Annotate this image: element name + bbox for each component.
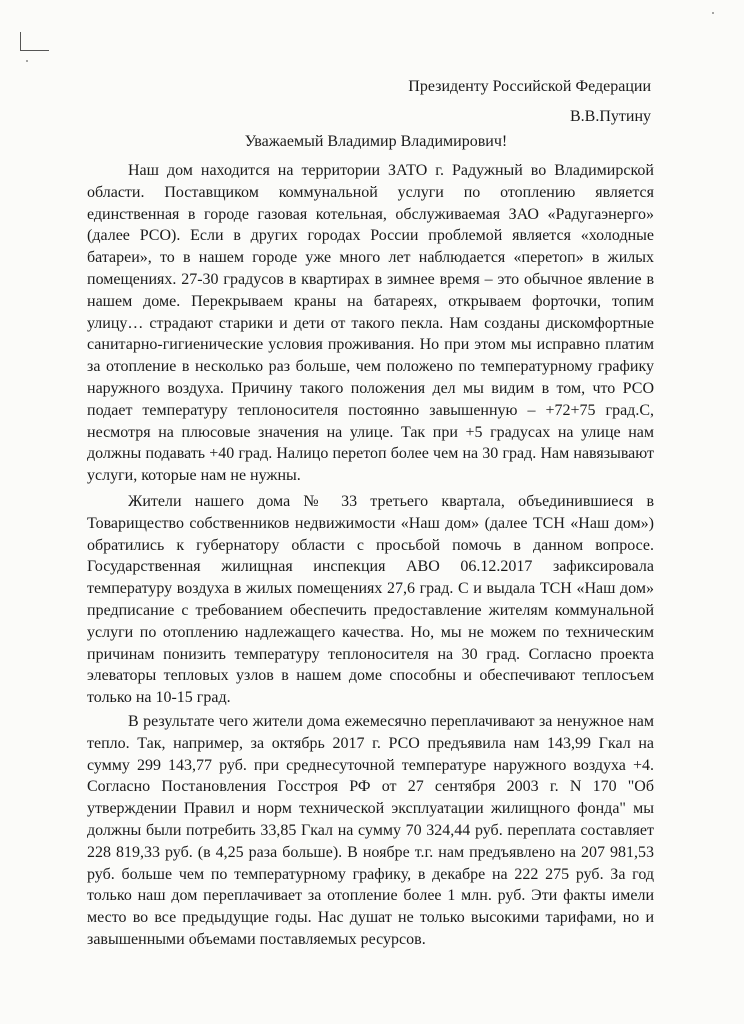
recipient-name: В.В.Путину: [569, 108, 651, 125]
scan-speck: [712, 12, 714, 14]
recipient-title: Президенту Российской Федерации: [408, 78, 651, 95]
scan-corner-mark: [20, 32, 49, 51]
letter-paragraph-1: [87, 160, 654, 487]
letter-paragraph-2: [87, 491, 654, 709]
addressee-block: [408, 72, 651, 132]
paragraph-text: Жители нашего дома № 33 третьего квартала, объединившиеся в Товарищество собственников недвижимости «Наш дом» (далее ТСН «Наш дом») обратились к губернатору области с просьбой помочь в данном вопросе. Государственная жилищная инспекция АВО 06.12.2017 зафиксировала температуру воздуха в жилых помещениях 27,6 град. С и выдала ТСН «Наш дом» предписание с требованием обеспечить предоставление жителям коммунальной услуги по отоплению надлежащего качества. Но, мы не можем по техническим причинам понизить температуру теплоносителя на 30 град. Согласно проекта элеваторы тепловых узлов в нашем доме способны и обеспечивают теплосъем только на 10-15 град.: [87, 493, 654, 707]
letter-paragraph-3: [87, 711, 654, 951]
paragraph-text: В результате чего жители дома ежемесячно переплачивают за ненужное нам тепло. Так, например, за октябрь 2017 г. РСО предъявила нам 143,99 Гкал на сумму 299 143,77 руб. при среднесуточной температуре наружного воздуха +4. Согласно Постановления Госстроя РФ от 27 сентября 2003 г. N 170 "Об утверждении Правил и норм технической эксплуатации жилищного фонда" мы должны были потребить 33,85 Гкал на сумму 70 324,44 руб. переплата составляет 228 819,33 руб. (в 4,25 раза больше). В ноябре т.г. нам предъявлено на 207 981,53 руб. больше чем по температурному графику, в декабре на 222 275 руб. За год только наш дом переплачивает за отопление более 1 млн. руб. Эти факты имели место во все предыдущие годы. Нас душат не только высокими тарифами, но и завышенными объемами поставляемых ресурсов.: [87, 713, 654, 948]
scan-speck: [26, 60, 28, 62]
salutation: Уважаемый Владимир Владимирович!: [244, 133, 508, 150]
paragraph-text: Наш дом находится на территории ЗАТО г. Радужный во Владимирской области. Поставщиком коммунальной услуги по отоплению является единственная в городе газовая котельная, обслуживаемая ЗАО «Радугаэнерго» (далее РСО). Если в других городах России проблемой является «холодные батареи», то в нашем городе уже много лет наблюдается «перетоп» в жилых помещениях. 27-30 градусов в квартирах в зимнее время – это обычное явление в нашем доме. Перекрываем краны на батареях, открываем форточки, топим улицу… страдают старики и дети от такого пекла. Нам созданы дискомфортные санитарно-гигиенические условия проживания. Но при этом мы исправно платим за отопление в несколько раз больше, чем положено по температурному графику наружного воздуха. Причину такого положения дел мы видим в том, что РСО подает температуру теплоносителя постоянно завышенную – +72+75 град.С, несмотря на плюсовые значения на улице. Так при +5 градусах на улице нам должны подавать +40 град. Налицо перетоп более чем на 30 град. Нам навязывают услуги, которые нам не нужны.: [87, 162, 654, 485]
